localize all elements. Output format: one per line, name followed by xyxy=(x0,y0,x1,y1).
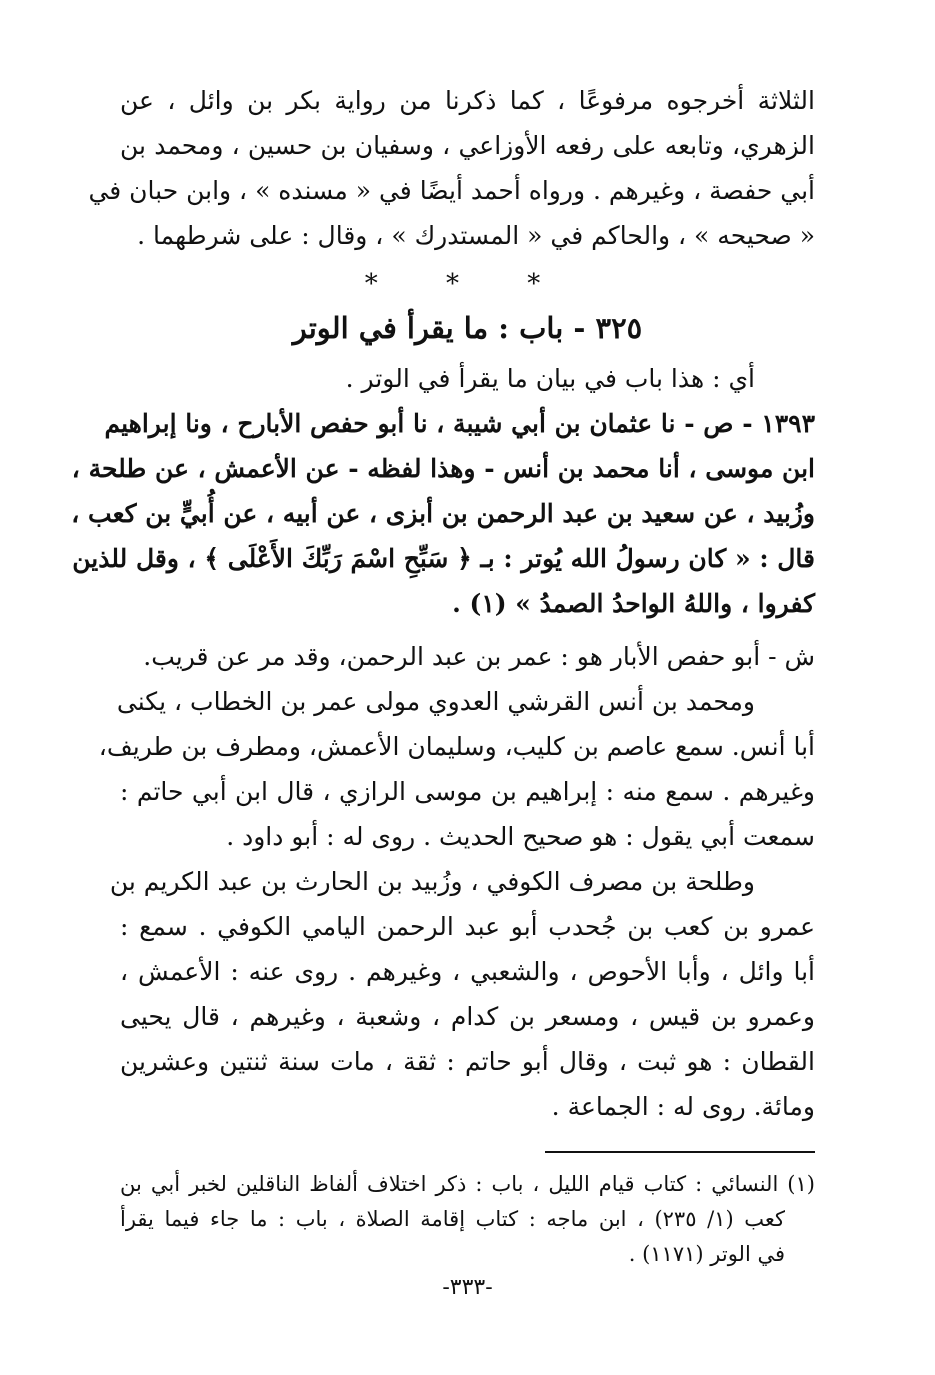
text-line: أبا وائل ، وأبا الأحوص ، والشعبي ، وغيرهم . روى عنه : الأعمش ، xyxy=(120,957,815,986)
text-line: ومحمد بن أنس القرشي العدوي مولى عمر بن الخطاب ، يكنى xyxy=(116,687,755,716)
text-line: « صحيحه » ، والحاكم في « المستدرك » ، وقال : على شرطهما . xyxy=(137,221,815,250)
text-line: وعمرو بن قيس ، ومسعر بن كدام ، وشعبة ، وغيرهم ، قال يحيى xyxy=(120,1002,815,1031)
text-line: ش - أبو حفص الأبار هو : عمر بن عبد الرحمن، وقد مر عن قريب. xyxy=(143,642,815,671)
chapter-title: ٣٢٥ - باب : ما يقرأ في الوتر xyxy=(292,311,643,345)
footnotes xyxy=(120,1167,815,1272)
footnote-line: في الوتر (١١٧١) . xyxy=(628,1242,785,1266)
text-line: عمرو بن كعب بن جُحدب أبو عبد الرحمن اليامي الكوفي . سمع : xyxy=(120,912,815,941)
text-line: الزهري، وتابعه على رفعه الأوزاعي ، وسفيان بن حسين ، ومحمد بن xyxy=(120,131,815,160)
text-line: وزُبيد ، عن سعيد بن عبد الرحمن بن أبزى ، عن أبيه ، عن أُبيٍّ بن كعب ، xyxy=(71,499,815,528)
commentary-paragraph xyxy=(120,634,815,679)
text-line: وغيرهم . سمع منه : إبراهيم بن موسى الرازي ، قال ابن أبي حاتم : xyxy=(120,777,815,806)
text-line: ومائة. روى له : الجماعة . xyxy=(551,1092,815,1121)
footnote-divider xyxy=(545,1151,815,1153)
top-paragraph xyxy=(88,78,815,258)
footnote-line: (١) النسائي : كتاب قيام الليل ، باب : ذكر اختلاف ألفاظ الناقلين لخبر أبي بن xyxy=(120,1172,815,1196)
commentary-paragraph xyxy=(109,859,815,1129)
section-separator: * * * xyxy=(364,269,571,299)
text-line: سمعت أبي يقول : هو صحيح الحديث . روى له : أبو داود . xyxy=(226,822,815,851)
chapter-intro: أي : هذا باب في بيان ما يقرأ في الوتر . xyxy=(345,364,755,393)
text-line: قال : « كان رسولُ الله يُوتر : بـ ﴿ سَبِّحِ اسْمَ رَبِّكَ الأَعْلَى ﴾ ، وقل للذين xyxy=(72,544,815,573)
footnote-line: كعب (١/ ٢٣٥) ، ابن ماجه : كتاب إقامة الصلاة ، باب : ما جاء فيما يقرأ xyxy=(120,1207,785,1231)
text-line: أبا أنس. سمع عاصم بن كليب، وسليمان الأعمش، ومطرف بن طريف، xyxy=(98,732,815,761)
text-line: ابن موسى ، أنا محمد بن أنس - وهذا لفظه - عن الأعمش ، عن طلحة ، xyxy=(71,454,815,483)
text-line: ١٣٩٣ - ص - نا عثمان بن أبي شيبة ، نا أبو حفص الأبارح ، ونا إبراهيم xyxy=(104,409,815,438)
commentary-paragraph xyxy=(98,679,815,859)
text-line: أبي حفصة ، وغيرهم . ورواه أحمد أيضًا في « مسنده » ، وابن حبان في xyxy=(88,176,815,205)
text-line: وطلحة بن مصرف الكوفي ، وزُبيد بن الحارث بن عبد الكريم بن xyxy=(109,867,755,896)
text-line: القطان : هو ثبت ، وقال أبو حاتم : ثقة ، مات سنة ثنتين وعشرين xyxy=(120,1047,815,1076)
text-line: كفروا ، واللهُ الواحدُ الصمدُ » (١) . xyxy=(452,589,815,618)
text-line: الثلاثة أخرجوه مرفوعًا ، كما ذكرنا من رواية بكر بن وائل ، عن xyxy=(120,86,815,115)
hadith-text xyxy=(71,401,815,626)
page-number: -٣٣٣- xyxy=(442,1275,493,1300)
page-body xyxy=(71,78,815,1272)
